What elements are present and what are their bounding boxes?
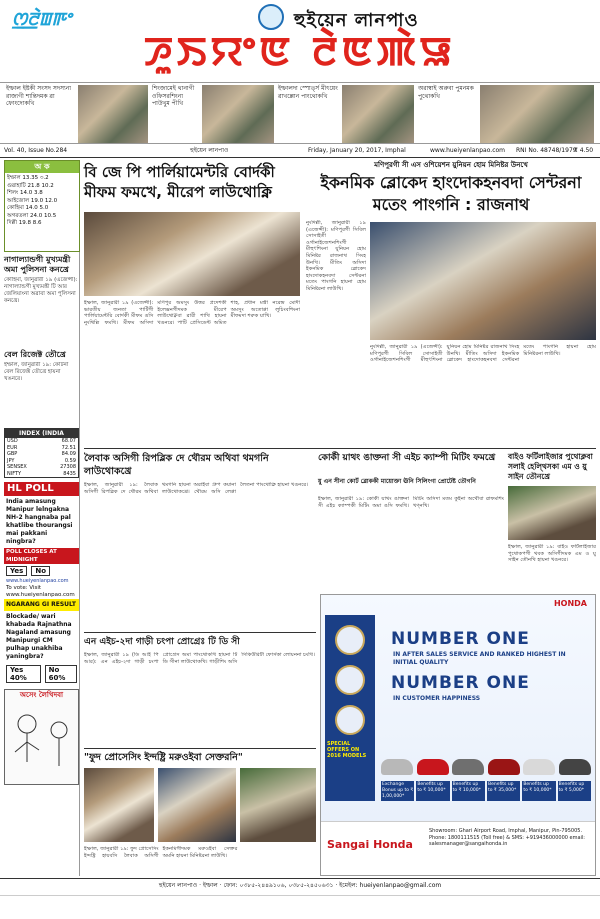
strip-teaser-2: শিংজামেই থানাগী ওফিসরশিংনা পাউখুম পীখি <box>152 85 195 107</box>
story-7-photo-3 <box>240 768 316 842</box>
footer-bottom-rule <box>0 895 600 915</box>
index-label: JPY <box>7 457 15 464</box>
weather-row: গুৱাহাটি 21.8 10.2 <box>7 182 54 189</box>
ad-subline-1: IN AFTER SALES SERVICE AND RANKED HIGHEST IN INITIAL QUALITY <box>393 651 566 666</box>
story-3-body: ইম্ফাল, জানুৱারী ১৯: লৈবাক অসিগী রিপব্লিক দে থৌরম অথিবা থমগনি হায়না অরাইবা গ্রুপ কয়ানা লাউথোকখ্রে। থৌরম অসি লেপ্পা লৈতনা পাংথোক্লি হায়না খঙনরে। <box>84 482 309 495</box>
weather-row: শিলং 14.0 3.8 <box>7 190 43 196</box>
footer-strip: হুইয়েন লানপাও · ইম্ফাল · ফোন: ০৩৮৫-২৪৪৯১০৬, ০৩৮৫-২৪৫০৬৩১ · ইমেইল: hueiyenlanpao@gmail.com <box>0 878 600 892</box>
strip-teaser-1: ইম্ফাল ইষ্টকী সংসদ সদস্যনা রাজ্যগী শান্তিদমক ৱা ফোংদোকখি <box>6 85 72 107</box>
offer-box: Benefits up to ₹ 10,000* <box>452 781 485 801</box>
dealer-info: Showroom: Ghari Airport Road, Imphal, Manipur, Pin-795005. Phone: 1800111515 (Toll free) & SMS: +919436000000 email: salesmanager@sangaihonda.in <box>429 828 585 847</box>
strip-photo-3 <box>342 85 414 143</box>
left-story-2-body: ইম্ফাল, জানুৱারী ১৯: কোর্টনা বেল রিজেক্ট তৌখ্রে হায়না খঙনরে। <box>4 362 69 382</box>
index-value: 27308 <box>60 464 76 470</box>
ad-subline-2: IN CUSTOMER HAPPINESS <box>393 695 481 702</box>
weather-row: দিল্লী 19.8 8.6 <box>7 220 42 226</box>
story-7-headline: "ফুদ প্রোসেসিং ইন্দষ্ট্রি মরুওইবা সেক্তরনি" <box>84 752 243 763</box>
award-badge-icon <box>335 665 365 695</box>
dove-emblem-icon <box>258 4 284 30</box>
left-story-2-headline: বেল রিজেক্ট তৌখ্রে <box>4 350 66 359</box>
award-badges-panel <box>325 615 375 801</box>
story-2-body-continued: নুংদিল্লী, জানুৱারী ১৯ (এজেন্সী): মণিপুরগী সিবিল সোসাইতী ওর্গানাইজেশনশিংগী মীহুৎশিংনা য়ুনিয়ন হোম মিনিষ্টর রাজনাথ সিংহ উনখি। মীতিং অসিদা ইকনমিক ব্লোকেদ হাংদোকহনবদা সেন্টরনা মতেং পাংগনি হায়না হোম মিনিষ্টরনা লাউখি। <box>370 344 596 364</box>
left-column <box>4 160 80 876</box>
index-label: SENSEX <box>7 464 27 470</box>
story-4-body: ইম্ফাল, জানুৱারী ১৯: কোর্কী য়াথং ঙাক্তনা সী এইচ ক্যাম্পকী মিটিং অমা ঙসি ফমখি। মিটিং অসিদা মতম কুইনা অথৌবা ৱাফমশিং খণ্নখি। <box>318 496 504 509</box>
newspaper-title: ꯍꯨꯏꯌꯦꯟ ꯂꯥꯟꯄꯥꯎ <box>144 29 456 75</box>
weather-title: অ ক <box>5 161 79 173</box>
story-2-body: নুংদিল্লী, জানুৱারী ১৯ (এজেন্সী): মণিপুরগী সিবিল সোসাইতী ওর্গানাইজেশনশিংগী মীহুৎশিংনা য়ুনিয়ন হোম মিনিষ্টর রাজনাথ সিংহ উনখি। মীতিং অসিদা ইকনমিক ব্লোকেদ হাংদোকহনবদা সেন্টরনা মতেং পাংগনি হায়না হোম মিনিষ্টরনা লাউখি। <box>306 220 366 292</box>
poll-result-values <box>4 663 79 685</box>
left-story-1-headline: নাগাল্যান্ডগী মুখ্যমন্ত্রী অমা পুলিসনা কনখ্রে <box>4 255 71 274</box>
offer-strip <box>381 781 591 801</box>
offer-box: Benefits up to ₹ 5,000* <box>558 781 591 801</box>
edition-info-bar <box>0 144 600 158</box>
poll-result-question: Blockade/ wari khabada Rajnathna Nagaland amasung Manipurgi CM pulhap unakhiba yaningbra? <box>6 613 72 660</box>
honda-logo: HONDA <box>553 599 587 608</box>
lower-divider <box>84 632 316 633</box>
strip-photo-4 <box>480 85 594 143</box>
honda-advertisement <box>320 594 596 876</box>
story-7-photo-2 <box>158 768 236 842</box>
index-label: GBP <box>7 451 18 457</box>
weather-box <box>4 160 80 252</box>
story-2-headline: ইকনমিক ব্লোকেদ হাংদোকহনবদা সেন্টরনা মতেং পাংগনি : রাজনাথ <box>320 173 582 214</box>
award-badge-icon <box>335 625 365 655</box>
masthead-tagline-right: হুইয়েন লানপাও <box>294 10 419 31</box>
story-7-photo-1 <box>84 768 154 842</box>
car-image <box>488 759 520 775</box>
edition-label: হুইয়েন লানপাও <box>190 147 229 154</box>
offer-box: Benefits up to ₹ 35,000* <box>487 781 520 801</box>
story-2-photo <box>370 222 596 340</box>
car-image <box>523 759 555 775</box>
story-5-headline: বাইও ফর্টিলাইজার পুথোক্লবা সলাই হেল্থিসকা এম ও য়ু সাইন তৌনখ্রে <box>508 452 593 481</box>
index-value: 68.07 <box>61 438 76 444</box>
dealer-panel <box>321 821 595 875</box>
strip-teaser-3: ইম্ফালদা স্পোর্ত্স মীৎয়েং ৱাখল্লোন পাংথোকখি <box>278 85 338 100</box>
left-story-1-body: কোহিমা, জানুৱারী ১৯ (এজেন্সী): নাগাল্যান্ডগী মুখ্যমন্ত্রী টি আর জেলিয়াংনা অৱাবা অমা পুলিসনা কনখ্রে। <box>4 277 78 304</box>
offer-box: Benefits up to ₹ 10,000* <box>416 781 449 801</box>
story-4-subhead: য়ু এন সীনা কোর্ট ব্লোককী মায়োক্তা ঊনি সিলিংগা প্রোটেষ্ট তৌগনি <box>318 478 476 485</box>
poll-options <box>4 564 79 578</box>
car-image <box>417 759 449 775</box>
offer-box: Benefits up to ₹ 10,000* <box>522 781 555 801</box>
ad-headline-2: NUMBER ONE <box>391 673 530 693</box>
weather-table <box>5 173 79 230</box>
index-row <box>5 471 78 478</box>
strip-teaser-4: অরাম্বাই অরুবা পুমনমক পুথোকখি <box>418 85 474 100</box>
poll-question: India amasung Manipur lelngakna NH-2 hangnaba pal khatlibe thourangsi mai pakkani ningbra? <box>6 498 73 545</box>
cartoon-title: অসেং লৈখিদবা <box>19 691 64 699</box>
story-1-photo <box>84 212 300 296</box>
poll-vote-instructions: To vote: Visit www.hueiyenlanpao.com <box>6 585 75 598</box>
car-image <box>381 759 413 775</box>
story-6-headline: এন এইচ-২দা গাড়ী চংপা প্রোগ্রেঃ টি ডি সী <box>84 637 240 647</box>
strip-photo-1 <box>78 85 148 143</box>
weather-row: আইজোল 19.0 12.0 <box>7 197 58 204</box>
ad-headline-1: NUMBER ONE <box>391 629 530 649</box>
cartoon-box <box>4 689 79 785</box>
price: ₹ 4.50 <box>574 147 594 154</box>
index-label: USD <box>7 438 18 444</box>
poll-result-title: NGARANG GI RESULT <box>4 599 79 611</box>
hl-poll <box>4 482 79 685</box>
index-value: 72.51 <box>61 444 76 451</box>
car-image <box>559 759 591 775</box>
edition-date: Friday, January 20, 2017, Imphal <box>308 147 406 154</box>
dealer-name: Sangai Honda <box>327 838 413 851</box>
lower-divider-2 <box>84 748 316 749</box>
index-label: NIFTY <box>7 470 22 477</box>
volume-issue: Vol. 40, Issue No.284 <box>4 147 68 154</box>
story-5-photo <box>508 486 596 540</box>
rni-number: RNI No. 48748/1979 <box>516 147 577 154</box>
masthead <box>0 0 600 82</box>
story-7-body: ইম্ফাল, জানুৱারী ১৯: ফুদ প্রোসেসিং ইন্দষ্ট্রি হায়বসি লৈবাক অসিগী ইকনমিগীদমক মরুওইবা সেক্তর অমনি হায়না মিনিষ্টরনা লাউখি। <box>84 846 238 859</box>
poll-no-option[interactable]: No <box>31 566 50 576</box>
cartoon-drawing <box>5 700 79 782</box>
car-lineup <box>381 735 591 775</box>
story-5-body: ইম্ফাল, জানুৱারী ১৯: বাইও ফর্টিলাইজার পুথোকপগী থবক অসিগীদমক এম ও য়ু সাইন তৌনখি হায়না খঙনরে। <box>508 544 596 564</box>
index-value: 0.59 <box>64 457 76 464</box>
special-offer-label: SPECIAL OFFERS ON 2016 MODELS <box>327 741 367 759</box>
weather-row: অগরতলা 24.0 10.5 <box>7 212 57 219</box>
story-2-overline: মণিপুরগী সী এস ওশিয়েশন য়ুনিয়ন হোম মিনিষ্টর উনখে <box>374 161 528 169</box>
weather-row: কোহিমা 14.0 5.0 <box>7 205 49 211</box>
award-badge-icon <box>335 705 365 735</box>
story-4-headline: কোর্কী য়াথং ঙাক্তনা সী এইচ ক্যাম্পী মিটিং ফমখ্রে <box>318 453 496 463</box>
poll-result-no: No 60% <box>45 665 77 683</box>
index-value: 84.09 <box>61 451 76 457</box>
index-value: 8435 <box>63 470 76 477</box>
section-divider <box>84 448 596 449</box>
car-image <box>452 759 484 775</box>
offer-box: Exchange Bonus up to ₹ 1,00,000* <box>382 782 414 799</box>
weather-row: ইম্ফাল 13.35 ৩.2 <box>7 175 49 181</box>
story-1-headline: বি জে পি পার্লিয়ামেন্টরি বোর্দকী মীফম ফমখে, মীরেপ লাউথোক্নি <box>84 163 275 201</box>
index-label: EUR <box>7 444 18 451</box>
index-title: INDEX (INDIA RUPEES) <box>5 429 78 438</box>
poll-title: HL POLL <box>4 482 79 496</box>
poll-closes-note: POLL CLOSES AT MIDNIGHT <box>4 548 79 564</box>
story-3-headline: লৈবাক অসিগী রিপব্লিক দে থৌরম অথিবা থমগনি লাউথোকখ্রে <box>84 453 269 477</box>
story-1-body: ইম্ফাল, জানুৱারী ১৯ (এজেন্সী): ভারতীয় জনতা পার্টিগী পার্লিয়ামেন্টরি বোর্দকী মীফম ঙসি নুংথিল্লি ফমখি। মীফম অসিদা মণিপুর অমসুং উত্তর প্রদেশকী ইলেক্সনগীদমক মীরেপ লাউথোক্নবা ৱারী শাখি হায়না খঙনরে। পাটি প্রেসিডেন্ট অমিত শাহ, প্রধান মন্ত্রী নরেন্দ্র মোদী অমসুং অতোপ্পা লুচিংবশিংনা মীফমদা শরুক য়াখি। <box>84 300 300 326</box>
poll-link[interactable]: www.hueiyenlanpao.com <box>6 578 69 584</box>
rupee-index-box <box>4 428 79 478</box>
poll-result-yes: Yes 40% <box>6 665 41 683</box>
website: www.hueiyenlanpao.com <box>430 147 506 154</box>
poll-yes-option[interactable]: Yes <box>6 566 27 576</box>
strip-photo-2 <box>202 85 274 143</box>
masthead-tagline-left: ꯁ꯭ꯂꯥꯡꯒꯦ <box>12 9 72 30</box>
top-photo-strip <box>0 82 600 144</box>
story-6-body: ইম্ফাল, জানুৱারী ১৯ (ডি আই পি আর): এন এইচ-২দা গাড়ী চংপা প্রোগ্রেস অমা পাংথোকখি হায়না টি ডি সীনা লাউথোকখি। গাড়ীশিং অসি সিকিউরিটী ফোর্সকা লোয়ননা চংখি। <box>84 652 315 665</box>
